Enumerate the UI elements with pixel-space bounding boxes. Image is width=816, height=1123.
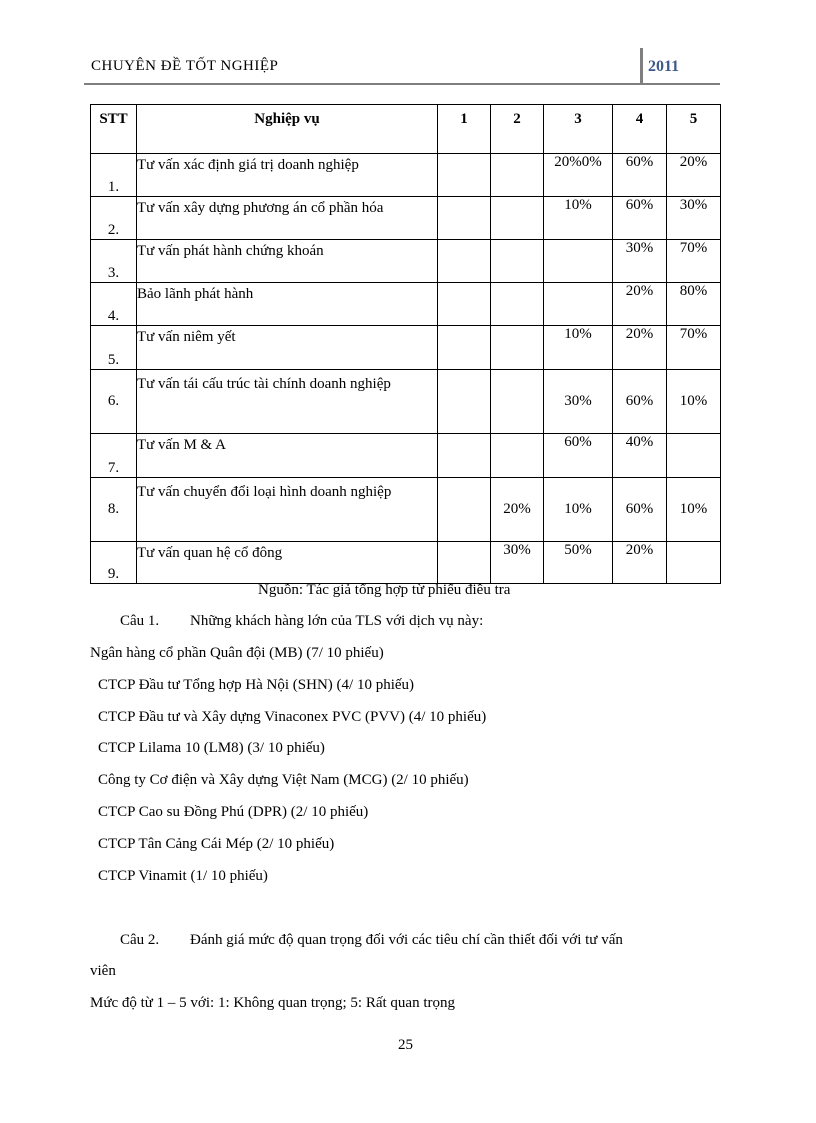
level-1-cell	[438, 326, 491, 370]
rating-scale-note: Mức độ từ 1 – 5 với: 1: Không quan trọng; 5: Rất quan trọng	[90, 995, 455, 1011]
level-3-cell: 10%	[544, 478, 613, 542]
table-source-note: Nguồn: Tác giả tổng hợp từ phiếu điều tra	[258, 582, 511, 598]
service-name: Tư vấn phát hành chứng khoán	[137, 240, 438, 283]
level-5-cell: 20%	[667, 154, 721, 197]
row-number: 1.	[91, 154, 137, 197]
level-2-cell	[491, 240, 544, 283]
level-4-cell: 20%	[613, 542, 667, 584]
question-1-text: Những khách hàng lớn của TLS với dịch vụ này:	[190, 613, 484, 629]
column-header-level-2: 2	[491, 105, 544, 154]
table-row	[91, 326, 721, 370]
level-4-cell: 60%	[613, 197, 667, 240]
level-1-cell	[438, 370, 491, 434]
level-3-cell: 10%	[544, 197, 613, 240]
level-2-cell	[491, 434, 544, 478]
level-4-cell: 40%	[613, 434, 667, 478]
level-5-cell: 10%	[667, 478, 721, 542]
document-header-title: CHUYÊN ĐỀ TỐT NGHIỆP	[91, 58, 279, 74]
service-name: Bảo lãnh phát hành	[137, 283, 438, 326]
column-header-service: Nghiệp vụ	[137, 105, 438, 154]
level-5-cell: 80%	[667, 283, 721, 326]
level-4-cell: 60%	[613, 478, 667, 542]
level-5-cell: 70%	[667, 240, 721, 283]
level-2-cell: 20%	[491, 478, 544, 542]
service-name: Tư vấn xây dựng phương án cổ phần hóa	[137, 197, 438, 240]
column-header-level-3: 3	[544, 105, 613, 154]
row-number: 9.	[91, 542, 137, 584]
row-number: 5.	[91, 326, 137, 370]
level-1-cell	[438, 542, 491, 584]
level-3-cell	[544, 283, 613, 326]
client-list-item: CTCP Cao su Đồng Phú (DPR) (2/ 10 phiếu)	[98, 804, 369, 820]
question-2-text-continued: viên	[90, 963, 116, 979]
page-number: 25	[398, 1037, 413, 1053]
level-4-cell: 60%	[613, 154, 667, 197]
service-name: Tư vấn chuyển đổi loại hình doanh nghiệp	[137, 478, 438, 542]
client-list-item: CTCP Lilama 10 (LM8) (3/ 10 phiếu)	[98, 740, 325, 756]
table-row	[91, 370, 721, 434]
table-row	[91, 478, 721, 542]
column-header-level-5: 5	[667, 105, 721, 154]
row-number: 6.	[91, 370, 137, 434]
question-2-text: Đánh giá mức độ quan trọng đối với các tiêu chí cần thiết đối với tư vấn	[190, 932, 623, 948]
column-header-level-4: 4	[613, 105, 667, 154]
row-number: 7.	[91, 434, 137, 478]
level-5-cell: 30%	[667, 197, 721, 240]
level-2-cell	[491, 326, 544, 370]
table-row	[91, 154, 721, 197]
level-1-cell	[438, 154, 491, 197]
row-number: 4.	[91, 283, 137, 326]
row-number: 8.	[91, 478, 137, 542]
client-list-item: CTCP Đầu tư và Xây dựng Vinaconex PVC (PVV) (4/ 10 phiếu)	[98, 709, 487, 725]
level-4-cell: 60%	[613, 370, 667, 434]
level-2-cell	[491, 197, 544, 240]
question-1-label: Câu 1.	[120, 613, 160, 629]
level-1-cell	[438, 478, 491, 542]
table-row	[91, 240, 721, 283]
survey-results-table	[90, 104, 721, 584]
table-row	[91, 542, 721, 584]
service-name: Tư vấn tái cấu trúc tài chính doanh nghiệp	[137, 370, 438, 434]
service-name: Tư vấn xác định giá trị doanh nghiệp	[137, 154, 438, 197]
table-row	[91, 283, 721, 326]
level-1-cell	[438, 434, 491, 478]
client-list-item: Ngân hàng cổ phần Quân đội (MB) (7/ 10 phiếu)	[90, 645, 384, 661]
row-number: 3.	[91, 240, 137, 283]
level-2-cell	[491, 283, 544, 326]
level-1-cell	[438, 240, 491, 283]
level-5-cell: 70%	[667, 326, 721, 370]
level-3-cell: 20%0%	[544, 154, 613, 197]
header-divider	[640, 48, 643, 84]
table-header-row	[91, 105, 721, 154]
level-5-cell: 10%	[667, 370, 721, 434]
row-number: 2.	[91, 197, 137, 240]
level-3-cell	[544, 240, 613, 283]
level-2-cell	[491, 154, 544, 197]
service-name: Tư vấn quan hệ cổ đông	[137, 542, 438, 584]
column-header-stt: STT	[91, 105, 137, 154]
level-3-cell: 50%	[544, 542, 613, 584]
header-rule	[84, 83, 720, 85]
level-1-cell	[438, 197, 491, 240]
document-header-year: 2011	[648, 58, 680, 75]
column-header-level-1: 1	[438, 105, 491, 154]
table-row	[91, 434, 721, 478]
level-5-cell	[667, 434, 721, 478]
client-list-item: Công ty Cơ điện và Xây dựng Việt Nam (MCG) (2/ 10 phiếu)	[98, 772, 469, 788]
level-3-cell: 60%	[544, 434, 613, 478]
client-list-item: CTCP Vinamit (1/ 10 phiếu)	[98, 868, 268, 884]
level-3-cell: 30%	[544, 370, 613, 434]
level-4-cell: 30%	[613, 240, 667, 283]
client-list-item: CTCP Tân Cảng Cái Mép (2/ 10 phiếu)	[98, 836, 335, 852]
service-name: Tư vấn M & A	[137, 434, 438, 478]
level-3-cell: 10%	[544, 326, 613, 370]
client-list-item: CTCP Đầu tư Tổng hợp Hà Nội (SHN) (4/ 10 phiếu)	[98, 677, 415, 693]
level-1-cell	[438, 283, 491, 326]
question-2-label: Câu 2.	[120, 932, 160, 948]
level-2-cell: 30%	[491, 542, 544, 584]
service-name: Tư vấn niêm yết	[137, 326, 438, 370]
level-4-cell: 20%	[613, 326, 667, 370]
table-row	[91, 197, 721, 240]
level-5-cell	[667, 542, 721, 584]
level-4-cell: 20%	[613, 283, 667, 326]
level-2-cell	[491, 370, 544, 434]
